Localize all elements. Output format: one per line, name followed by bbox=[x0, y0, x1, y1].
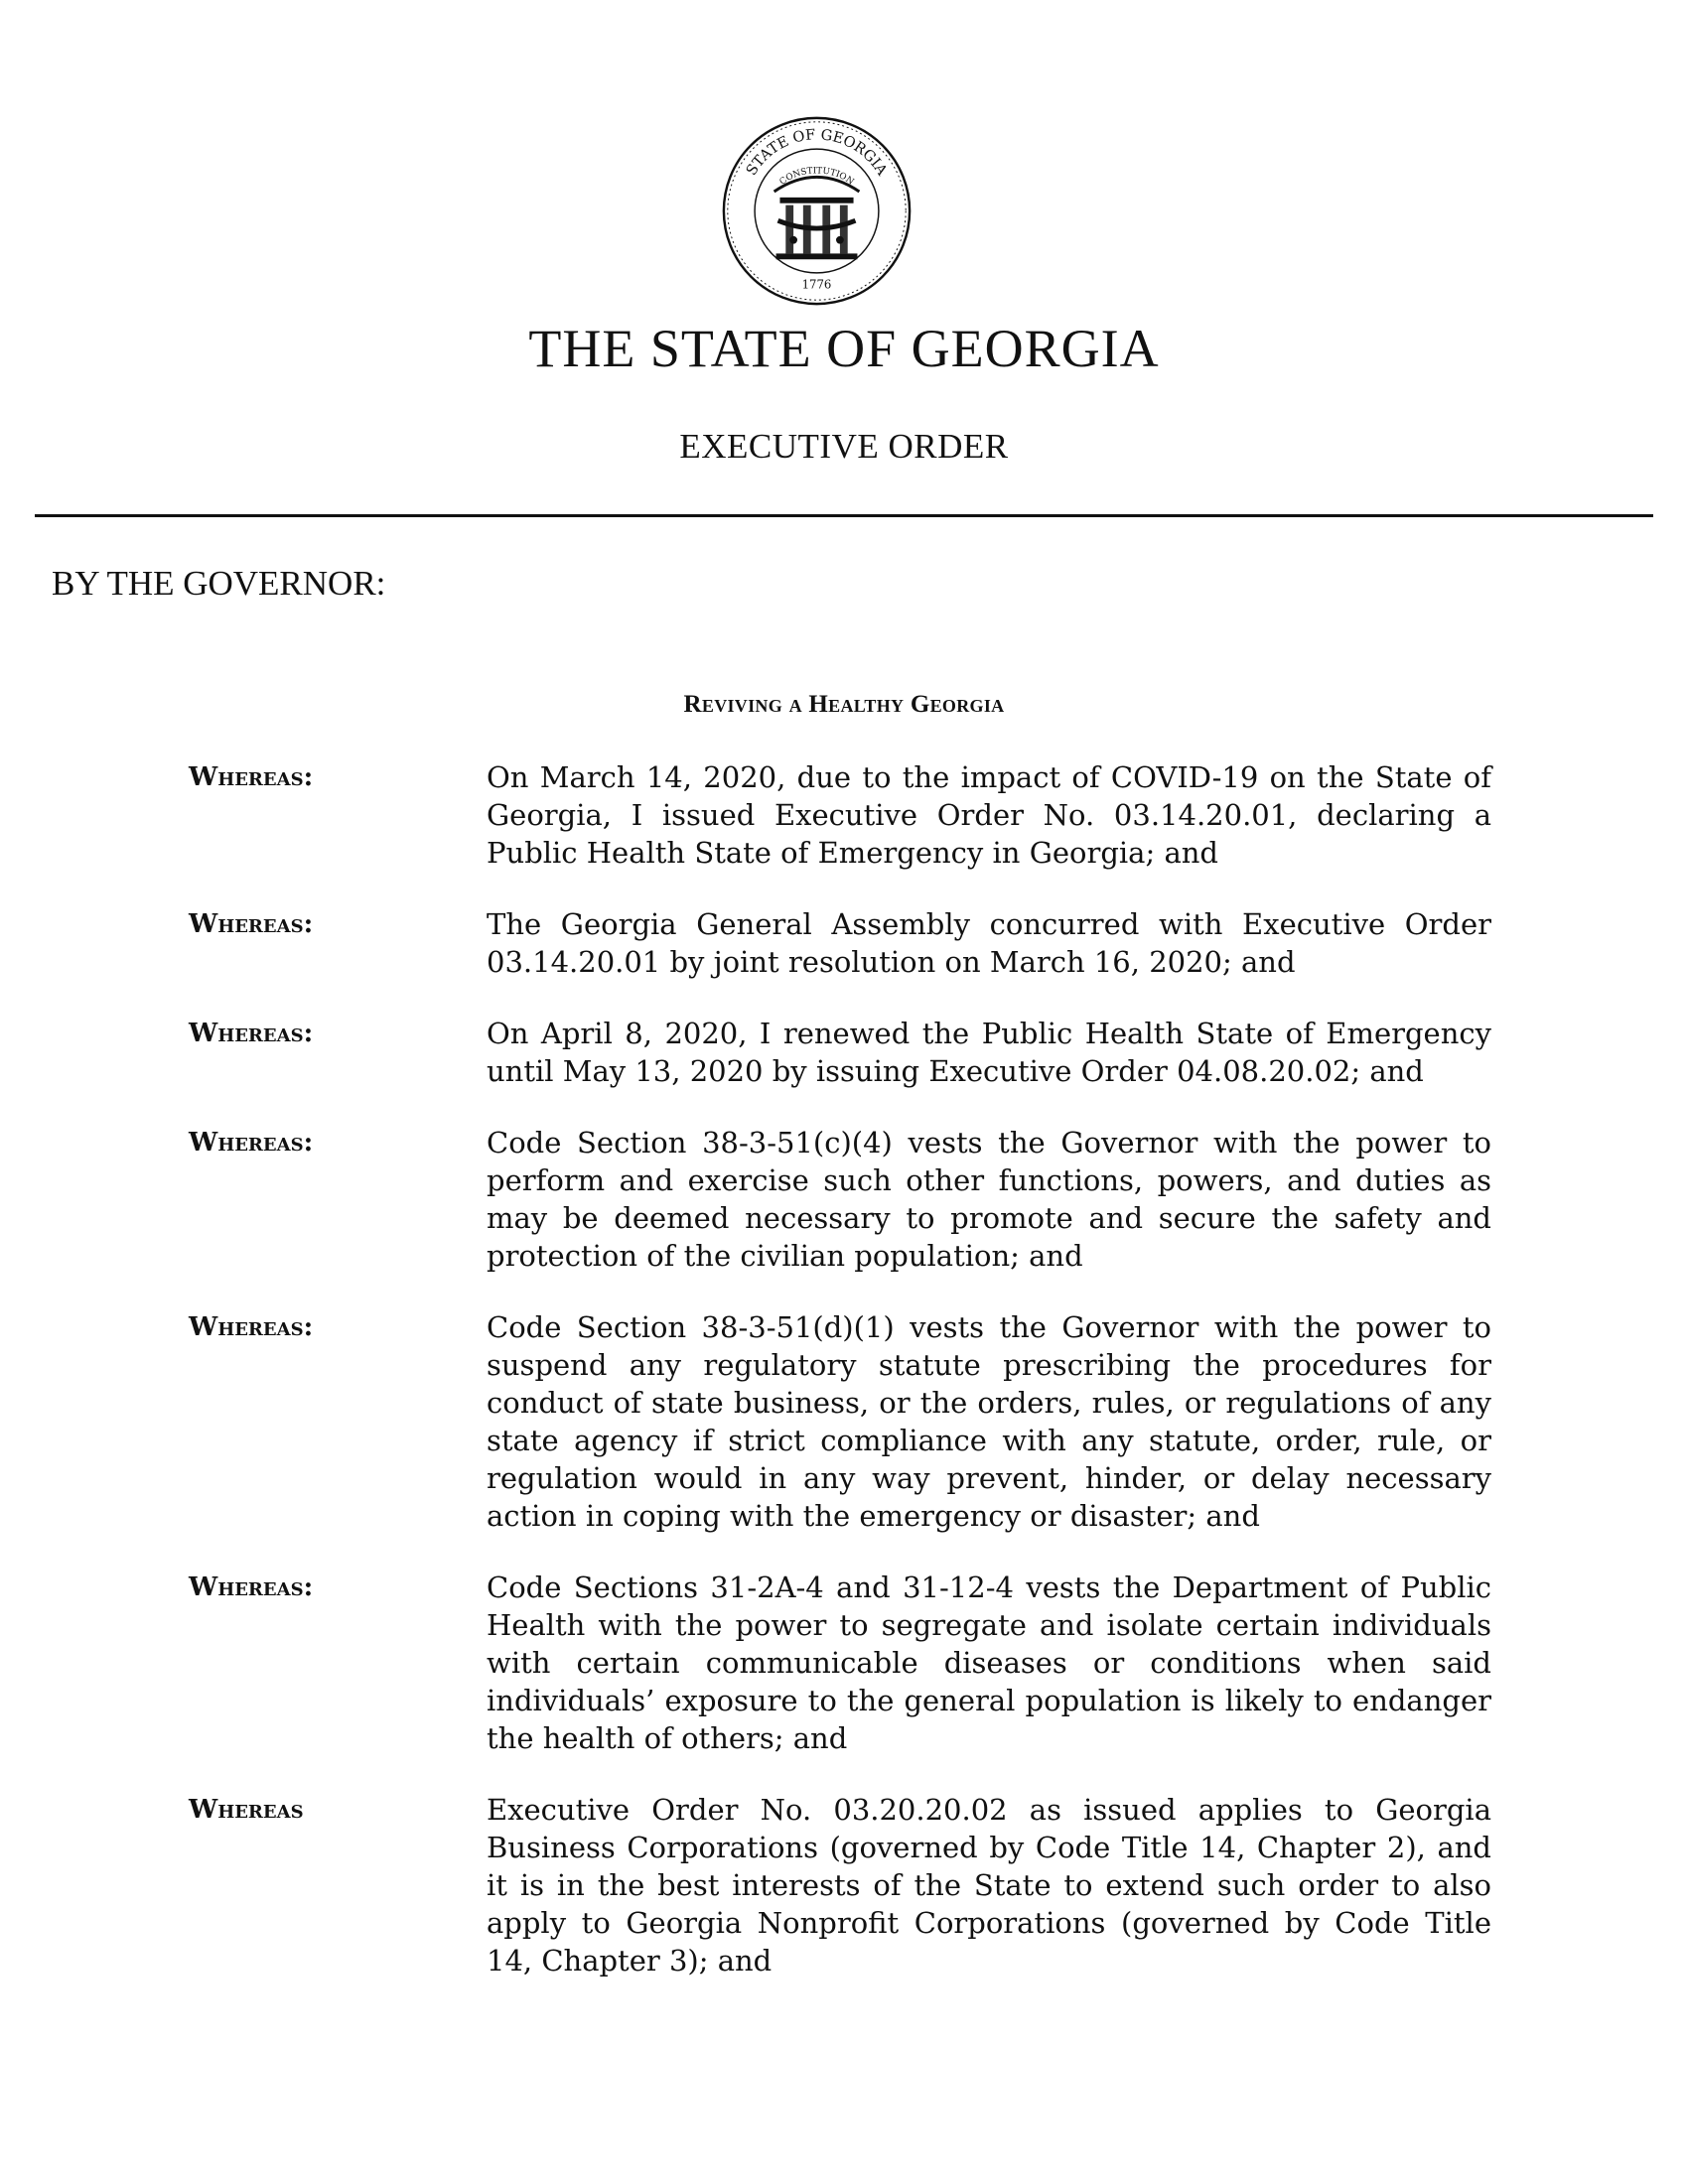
header-divider bbox=[35, 514, 1653, 517]
whereas-clause bbox=[0, 1124, 1688, 1275]
seal-year: 1776 bbox=[801, 277, 832, 292]
seal-ring-text: STATE OF GEORGIA bbox=[743, 126, 891, 179]
whereas-clauses bbox=[0, 758, 1688, 2013]
order-title: Reviving a Healthy Georgia bbox=[683, 691, 1005, 718]
whereas-text: On March 14, 2020, due to the impact of COVID-19 on the State of Georgia, I issued Executive Order No. 03.14.20.01, declaring a Public Health State of Emergency in Georgia; and bbox=[487, 760, 1491, 870]
whereas-clause bbox=[0, 905, 1688, 981]
whereas-clause bbox=[0, 758, 1688, 872]
whereas-label: Whereas bbox=[189, 1795, 304, 1825]
whereas-clause bbox=[0, 1015, 1688, 1090]
document-type: EXECUTIVE ORDER bbox=[679, 427, 1009, 466]
by-the-governor: BY THE GOVERNOR: bbox=[52, 564, 386, 603]
whereas-clause bbox=[0, 1791, 1688, 1979]
whereas-text: The Georgia General Assembly concurred with Executive Order 03.14.20.01 by joint resolution on March 16, 2020; and bbox=[487, 907, 1491, 979]
whereas-text: Code Section 38-3-51(d)(1) vests the Governor with the power to suspend any regulatory statute prescribing the procedures for conduct of state business, or the orders, rules, or regulations of any state agency if strict compliance with any statute, order, rule, or regulation would in any way prevent, hinder, or delay necessary action in coping with the emergency or disaster; and bbox=[487, 1310, 1491, 1533]
state-seal bbox=[720, 114, 914, 308]
whereas-label: Whereas: bbox=[189, 1019, 314, 1048]
whereas-text: Executive Order No. 03.20.20.02 as issued applies to Georgia Business Corporations (governed by Code Title 14, Chapter 2), and it is in the best interests of the State to extend such order to also apply to Georgia Nonprofit Corporations (governed by Code Title 14, Chapter 3); and bbox=[487, 1793, 1491, 1978]
whereas-label: Whereas: bbox=[189, 1312, 314, 1342]
whereas-label: Whereas: bbox=[189, 1572, 314, 1602]
whereas-label: Whereas: bbox=[189, 1128, 314, 1158]
whereas-text: Code Sections 31-2A-4 and 31-12-4 vests the Department of Public Health with the power to segregate and isolate certain individuals with certain communicable diseases or conditions when said individuals’ exposure to the general population is likely to endanger the health of others; and bbox=[487, 1570, 1491, 1755]
whereas-label: Whereas: bbox=[189, 762, 314, 792]
whereas-clause bbox=[0, 1308, 1688, 1535]
seal-arch-text: CONSTITUTION bbox=[777, 166, 856, 188]
whereas-clause bbox=[0, 1569, 1688, 1757]
state-title: THE STATE OF GEORGIA bbox=[528, 319, 1160, 378]
whereas-text: Code Section 38-3-51(c)(4) vests the Governor with the power to perform and exercise such other functions, powers, and duties as may be deemed necessary to promote and secure the safety and protection of the civilian population; and bbox=[487, 1126, 1491, 1273]
whereas-label: Whereas: bbox=[189, 909, 314, 939]
whereas-text: On April 8, 2020, I renewed the Public Health State of Emergency until May 13, 2020 by issuing Executive Order 04.08.20.02; and bbox=[487, 1017, 1491, 1088]
